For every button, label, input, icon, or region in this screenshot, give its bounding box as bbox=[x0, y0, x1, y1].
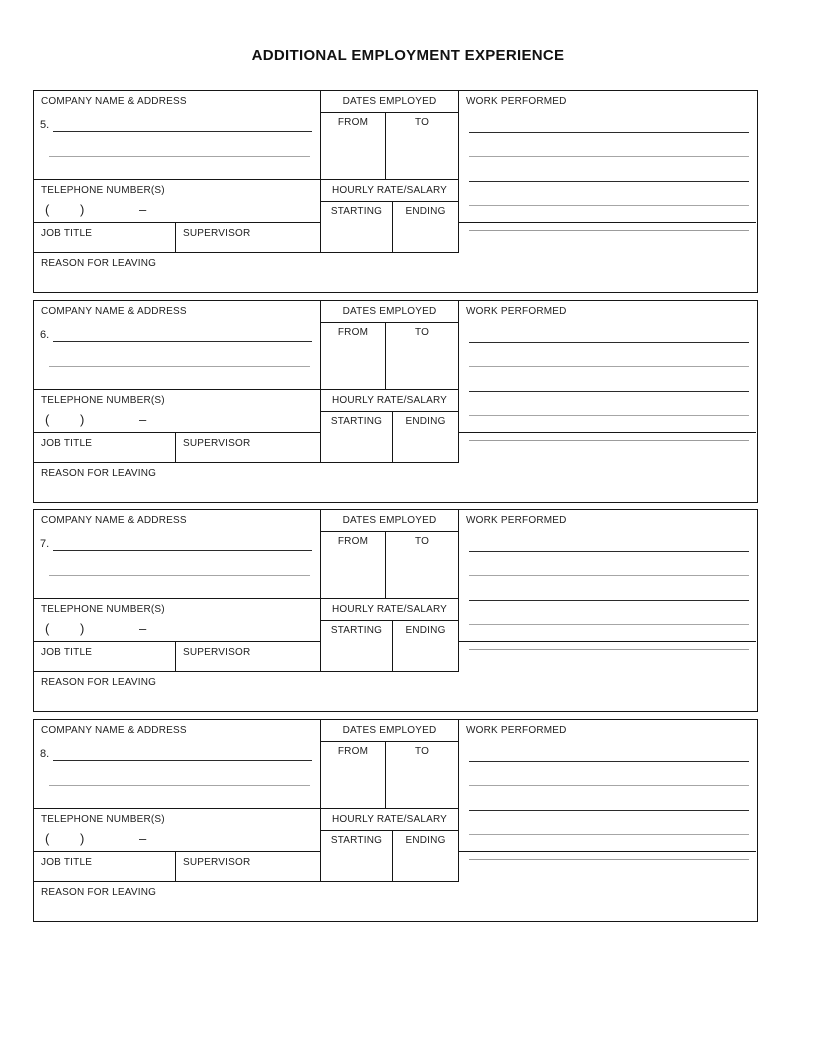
company-name-address-cell bbox=[34, 510, 321, 599]
company-write-line-1[interactable] bbox=[53, 341, 312, 342]
work-performed-label: WORK PERFORMED bbox=[466, 305, 567, 317]
to-label: TO bbox=[414, 326, 430, 338]
work-write-line-5[interactable] bbox=[469, 859, 749, 860]
from-label: FROM bbox=[337, 745, 369, 757]
job-title-label: JOB TITLE bbox=[41, 228, 93, 239]
supervisor-cell[interactable] bbox=[176, 642, 320, 671]
hourly-rate-header bbox=[321, 599, 459, 621]
work-write-line-4[interactable] bbox=[469, 415, 749, 416]
employment-entry-block bbox=[33, 300, 758, 503]
employment-entry-block bbox=[33, 719, 758, 922]
to-label: TO bbox=[414, 745, 430, 757]
hourly-rate-cells bbox=[321, 412, 459, 463]
work-write-line-1[interactable] bbox=[469, 761, 749, 762]
work-write-line-3[interactable] bbox=[469, 810, 749, 811]
work-write-line-1[interactable] bbox=[469, 342, 749, 343]
hourly-rate-label: HOURLY RATE/SALARY bbox=[331, 185, 448, 196]
rate-starting-cell[interactable] bbox=[321, 202, 393, 252]
company-name-address-label: COMPANY NAME & ADDRESS bbox=[41, 515, 187, 526]
work-write-line-1[interactable] bbox=[469, 132, 749, 133]
phone-open-paren: ( bbox=[45, 411, 50, 427]
entry-number: 5. bbox=[40, 119, 50, 131]
work-write-line-2[interactable] bbox=[469, 156, 749, 157]
starting-label: STARTING bbox=[330, 625, 383, 636]
phone-close-paren: ) bbox=[79, 411, 85, 427]
dates-employed-cells bbox=[321, 742, 459, 809]
date-from-cell[interactable] bbox=[321, 532, 386, 598]
company-name-address-cell bbox=[34, 91, 321, 180]
dates-employed-label: DATES EMPLOYED bbox=[342, 305, 437, 317]
hourly-rate-label: HOURLY RATE/SALARY bbox=[331, 813, 448, 825]
hourly-rate-header bbox=[321, 390, 459, 412]
work-write-line-5[interactable] bbox=[469, 440, 749, 441]
job-title-cell[interactable] bbox=[34, 642, 176, 671]
reason-for-leaving-cell[interactable] bbox=[34, 672, 756, 711]
company-write-line-1[interactable] bbox=[53, 550, 312, 551]
ending-label: ENDING bbox=[405, 834, 446, 846]
telephone-label: TELEPHONE NUMBER(S) bbox=[41, 813, 165, 825]
from-label: FROM bbox=[337, 326, 369, 338]
work-write-line-2[interactable] bbox=[469, 575, 749, 576]
starting-label: STARTING bbox=[330, 415, 383, 427]
supervisor-label: SUPERVISOR bbox=[183, 437, 251, 449]
dates-employed-header bbox=[321, 301, 459, 323]
page-title: ADDITIONAL EMPLOYMENT EXPERIENCE bbox=[251, 47, 565, 64]
dates-employed-header bbox=[321, 91, 459, 113]
work-performed-cell bbox=[459, 720, 756, 852]
rate-starting-cell[interactable] bbox=[321, 412, 393, 462]
hourly-rate-cells bbox=[321, 831, 459, 882]
date-to-cell[interactable] bbox=[386, 532, 458, 598]
supervisor-cell[interactable] bbox=[176, 433, 320, 462]
job-title-label: JOB TITLE bbox=[41, 437, 93, 449]
rate-starting-cell[interactable] bbox=[321, 831, 393, 881]
dates-employed-label: DATES EMPLOYED bbox=[342, 96, 437, 107]
job-title-label: JOB TITLE bbox=[41, 647, 93, 658]
dates-employed-header bbox=[321, 720, 459, 742]
reason-for-leaving-cell[interactable] bbox=[34, 882, 756, 921]
company-line-1[interactable] bbox=[40, 538, 312, 551]
supervisor-label: SUPERVISOR bbox=[183, 856, 251, 868]
company-name-address-label: COMPANY NAME & ADDRESS bbox=[41, 305, 187, 317]
date-from-cell[interactable] bbox=[321, 742, 386, 808]
job-supervisor-row bbox=[34, 852, 321, 882]
work-write-line-1[interactable] bbox=[469, 551, 749, 552]
hourly-rate-header bbox=[321, 809, 459, 831]
phone-open-paren: ( bbox=[45, 202, 50, 217]
work-performed-label: WORK PERFORMED bbox=[466, 724, 567, 736]
hourly-rate-label: HOURLY RATE/SALARY bbox=[331, 394, 448, 406]
phone-open-paren: ( bbox=[45, 830, 50, 846]
company-write-line-2[interactable] bbox=[49, 366, 310, 367]
company-write-line-1[interactable] bbox=[53, 131, 312, 132]
supervisor-cell[interactable] bbox=[176, 223, 320, 252]
work-performed-cell bbox=[459, 91, 756, 223]
phone-close-paren: ) bbox=[79, 830, 85, 846]
entry-number: 6. bbox=[40, 328, 50, 341]
job-supervisor-row bbox=[34, 223, 321, 253]
work-performed-cell bbox=[459, 301, 756, 433]
date-to-cell[interactable] bbox=[386, 742, 458, 808]
telephone-cell bbox=[34, 599, 321, 642]
company-line-1[interactable] bbox=[40, 329, 312, 342]
dates-employed-cells bbox=[321, 532, 459, 599]
starting-label: STARTING bbox=[330, 834, 383, 846]
dates-employed-header bbox=[321, 510, 459, 532]
work-write-line-5[interactable] bbox=[469, 230, 749, 231]
hourly-rate-cells bbox=[321, 202, 459, 253]
job-title-cell[interactable] bbox=[34, 852, 176, 881]
supervisor-label: SUPERVISOR bbox=[183, 647, 251, 658]
work-write-line-2[interactable] bbox=[469, 785, 749, 786]
company-write-line-2[interactable] bbox=[49, 575, 310, 576]
work-write-line-4[interactable] bbox=[469, 205, 749, 206]
telephone-label: TELEPHONE NUMBER(S) bbox=[41, 604, 165, 615]
rate-ending-cell[interactable] bbox=[393, 621, 458, 671]
job-supervisor-row bbox=[34, 433, 321, 463]
work-write-line-5[interactable] bbox=[469, 649, 749, 650]
phone-dash: – bbox=[138, 621, 147, 636]
ending-label: ENDING bbox=[405, 415, 446, 427]
supervisor-label: SUPERVISOR bbox=[183, 228, 251, 239]
rate-starting-cell[interactable] bbox=[321, 621, 393, 671]
job-title-cell[interactable] bbox=[34, 223, 176, 252]
work-write-line-2[interactable] bbox=[469, 366, 749, 367]
entry-number: 7. bbox=[40, 538, 50, 550]
date-to-cell[interactable] bbox=[386, 323, 458, 389]
phone-close-paren: ) bbox=[79, 621, 85, 636]
company-line-1[interactable] bbox=[40, 119, 312, 132]
telephone-label: TELEPHONE NUMBER(S) bbox=[41, 185, 165, 196]
rate-ending-cell[interactable] bbox=[393, 412, 458, 462]
telephone-cell bbox=[34, 390, 321, 433]
entry-number: 8. bbox=[40, 747, 50, 760]
phone-dash: – bbox=[138, 411, 147, 427]
company-name-address-cell bbox=[34, 720, 321, 809]
from-label: FROM bbox=[337, 536, 369, 547]
ending-label: ENDING bbox=[405, 206, 446, 217]
work-write-line-3[interactable] bbox=[469, 391, 749, 392]
dates-employed-label: DATES EMPLOYED bbox=[342, 515, 437, 526]
to-label: TO bbox=[414, 117, 430, 128]
company-line-1[interactable] bbox=[40, 748, 312, 761]
date-to-cell[interactable] bbox=[386, 113, 458, 179]
company-name-address-cell bbox=[34, 301, 321, 390]
work-write-line-4[interactable] bbox=[469, 624, 749, 625]
job-title-label: JOB TITLE bbox=[41, 856, 93, 868]
supervisor-cell[interactable] bbox=[176, 852, 320, 881]
company-name-address-label: COMPANY NAME & ADDRESS bbox=[41, 96, 187, 107]
to-label: TO bbox=[414, 536, 430, 547]
phone-close-paren: ) bbox=[79, 202, 85, 217]
rate-ending-cell[interactable] bbox=[393, 831, 458, 881]
hourly-rate-label: HOURLY RATE/SALARY bbox=[331, 604, 448, 615]
date-from-cell[interactable] bbox=[321, 323, 386, 389]
reason-for-leaving-label: REASON FOR LEAVING bbox=[41, 677, 157, 688]
phone-dash: – bbox=[138, 830, 147, 846]
telephone-write-area[interactable] bbox=[45, 622, 146, 636]
telephone-write-area[interactable] bbox=[45, 203, 146, 217]
employment-entry-block bbox=[33, 509, 758, 712]
rate-ending-cell[interactable] bbox=[393, 202, 458, 252]
dates-employed-cells bbox=[321, 113, 459, 180]
work-write-line-4[interactable] bbox=[469, 834, 749, 835]
work-performed-cell bbox=[459, 510, 756, 642]
date-from-cell[interactable] bbox=[321, 113, 386, 179]
company-write-line-1[interactable] bbox=[53, 760, 312, 761]
hourly-rate-cells bbox=[321, 621, 459, 672]
starting-label: STARTING bbox=[330, 206, 383, 217]
dates-employed-cells bbox=[321, 323, 459, 390]
reason-for-leaving-cell[interactable] bbox=[34, 463, 756, 502]
company-name-address-label: COMPANY NAME & ADDRESS bbox=[41, 724, 187, 736]
work-performed-label: WORK PERFORMED bbox=[466, 96, 567, 107]
telephone-cell bbox=[34, 180, 321, 223]
reason-for-leaving-cell[interactable] bbox=[34, 253, 756, 292]
telephone-cell bbox=[34, 809, 321, 852]
employment-entry-block bbox=[33, 90, 758, 293]
company-write-line-2[interactable] bbox=[49, 785, 310, 786]
reason-for-leaving-label: REASON FOR LEAVING bbox=[41, 258, 157, 269]
from-label: FROM bbox=[337, 117, 369, 128]
phone-dash: – bbox=[138, 202, 147, 217]
job-supervisor-row bbox=[34, 642, 321, 672]
work-performed-label: WORK PERFORMED bbox=[466, 515, 567, 526]
phone-open-paren: ( bbox=[45, 621, 50, 636]
job-title-cell[interactable] bbox=[34, 433, 176, 462]
reason-for-leaving-label: REASON FOR LEAVING bbox=[41, 467, 157, 479]
hourly-rate-header bbox=[321, 180, 459, 202]
reason-for-leaving-label: REASON FOR LEAVING bbox=[41, 886, 157, 898]
work-write-line-3[interactable] bbox=[469, 181, 749, 182]
telephone-label: TELEPHONE NUMBER(S) bbox=[41, 394, 165, 406]
company-write-line-2[interactable] bbox=[49, 156, 310, 157]
dates-employed-label: DATES EMPLOYED bbox=[342, 724, 437, 736]
entries-container bbox=[33, 90, 816, 922]
telephone-write-area[interactable] bbox=[45, 832, 146, 846]
telephone-write-area[interactable] bbox=[45, 413, 146, 427]
ending-label: ENDING bbox=[405, 625, 446, 636]
work-write-line-3[interactable] bbox=[469, 600, 749, 601]
